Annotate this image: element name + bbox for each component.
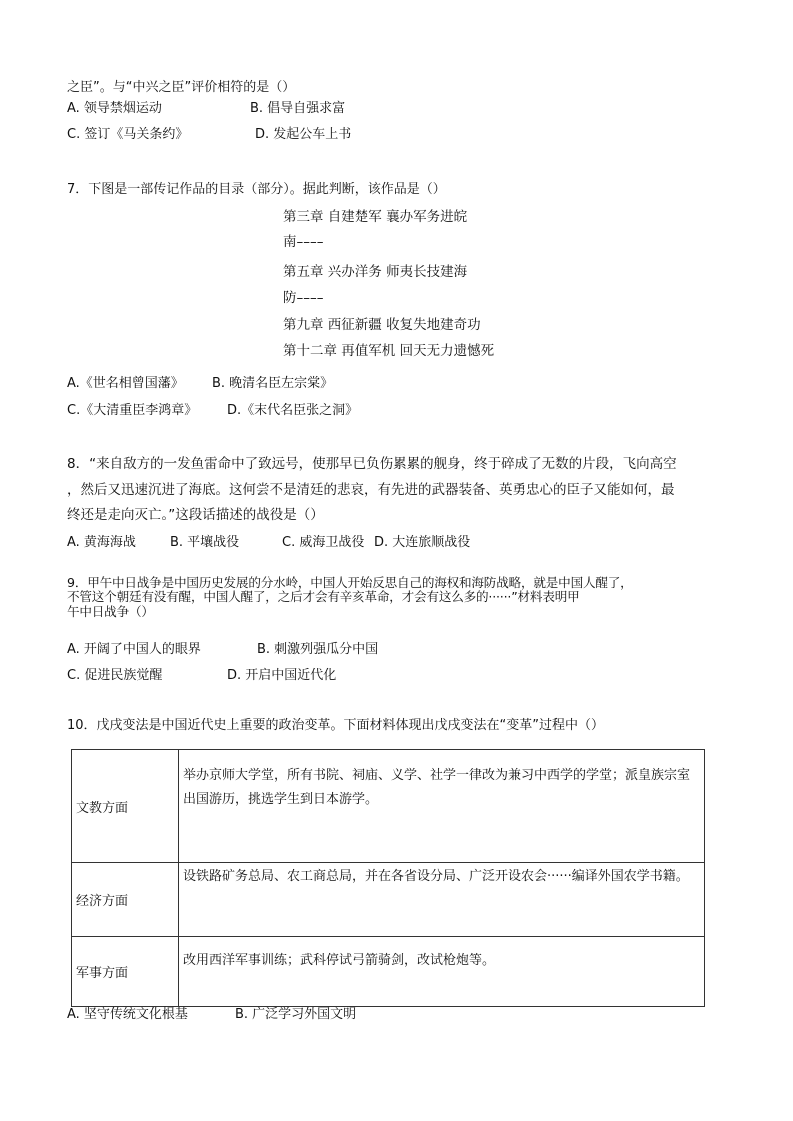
q9-stem-line: 午中日战争（） <box>67 604 154 619</box>
q7-toc-line: 第十二章 再值军机 回天无力遗憾死 <box>283 343 495 359</box>
q7-option-a: A.《世名相曾国藩》 <box>67 376 184 391</box>
q9-option-c: C. 促进民族觉醒 <box>67 668 163 683</box>
q9-stem-line: 9．甲午中日战争是中国历史发展的分水岭，中国人开始反思自己的海权和海防战略，就是中国人醒了， <box>67 575 633 590</box>
table-row <box>72 937 705 1007</box>
q8-option-c: C. 威海卫战役 <box>282 535 365 550</box>
q7-toc-line: 第五章 兴办洋务 师夷长技建海 <box>283 264 468 280</box>
q8-option-b: B. 平壤战役 <box>170 535 240 550</box>
q6-option-d: D. 发起公车上书 <box>255 127 352 142</box>
table-category-cell: 经济方面 <box>72 863 179 937</box>
q7-option-d: D.《末代名臣张之洞》 <box>227 403 359 418</box>
q9-stem-line: 不管这个朝廷有没有醒，中国人醒了，之后才会有辛亥革命，才会有这么多的······”材料表明甲 <box>67 589 580 604</box>
table-category-cell: 文教方面 <box>72 750 179 863</box>
q6-stem: 之臣”。与“中兴之臣”评价相符的是（） <box>67 80 296 95</box>
q7-toc-line: 防–––– <box>283 290 324 306</box>
q6-option-b: B. 倡导自强求富 <box>250 101 346 116</box>
q7-toc-line: 第九章 西征新疆 收复失地建奇功 <box>283 317 481 333</box>
q7-option-c: C.《大清重臣李鸿章》 <box>67 403 198 418</box>
q9-option-b: B. 刺激列强瓜分中国 <box>257 642 379 657</box>
q8-option-a: A. 黄海海战 <box>67 535 136 550</box>
table-row <box>72 863 705 937</box>
table-content-cell: 改用西洋军事训练；武科停试弓箭骑剑，改试枪炮等。 <box>179 937 705 1007</box>
q9-option-a: A. 开阔了中国人的眼界 <box>67 642 201 657</box>
table-row <box>72 750 705 863</box>
table-category-cell: 军事方面 <box>72 937 179 1007</box>
q9-option-d: D. 开启中国近代化 <box>227 668 337 683</box>
table-content-cell: 举办京师大学堂，所有书院、祠庙、义学、社学一律改为兼习中西学的学堂；派皇族宗室出国游历，挑选学生到日本游学。 <box>179 750 705 863</box>
q7-stem: 7．下图是一部传记作品的目录（部分）。据此判断，该作品是（） <box>67 182 446 197</box>
q7-option-b: B. 晚清名臣左宗棠》 <box>212 376 334 391</box>
q6-option-c: C. 签订《马关条约》 <box>67 127 189 142</box>
q8-option-d: D. 大连旅顺战役 <box>374 535 471 550</box>
q10-option-a: A. 坚守传统文化根基 <box>67 1007 188 1022</box>
q6-option-a: A. 领导禁烟运动 <box>67 101 162 116</box>
q10-stem: 10．戊戌变法是中国近代史上重要的政治变革。下面材料体现出戊戌变法在“变革”过程中（） <box>67 718 605 733</box>
q10-option-b: B. 广泛学习外国文明 <box>235 1007 357 1022</box>
reform-table <box>71 749 705 1007</box>
table-content-cell: 设铁路矿务总局、农工商总局，并在各省设分局、广泛开设农会······编译外国农学书籍。 <box>179 863 705 937</box>
q8-stem-line: 终还是走向灭亡。”这段话描述的战役是（） <box>67 507 324 523</box>
q8-stem-line: ，然后又迅速沉进了海底。这何尝不是清廷的悲哀，有先进的武器装备、英勇忠心的臣子又能如何，最 <box>67 482 675 498</box>
q8-stem-line: 8．“来自敌方的一发鱼雷命中了致远号，使那早已负伤累累的舰身，终于碎成了无数的片段，飞向高空 <box>67 456 677 472</box>
q7-toc-line: 第三章 自建楚军 襄办军务进皖 <box>283 209 468 225</box>
q7-toc-line: 南–––– <box>283 234 324 250</box>
